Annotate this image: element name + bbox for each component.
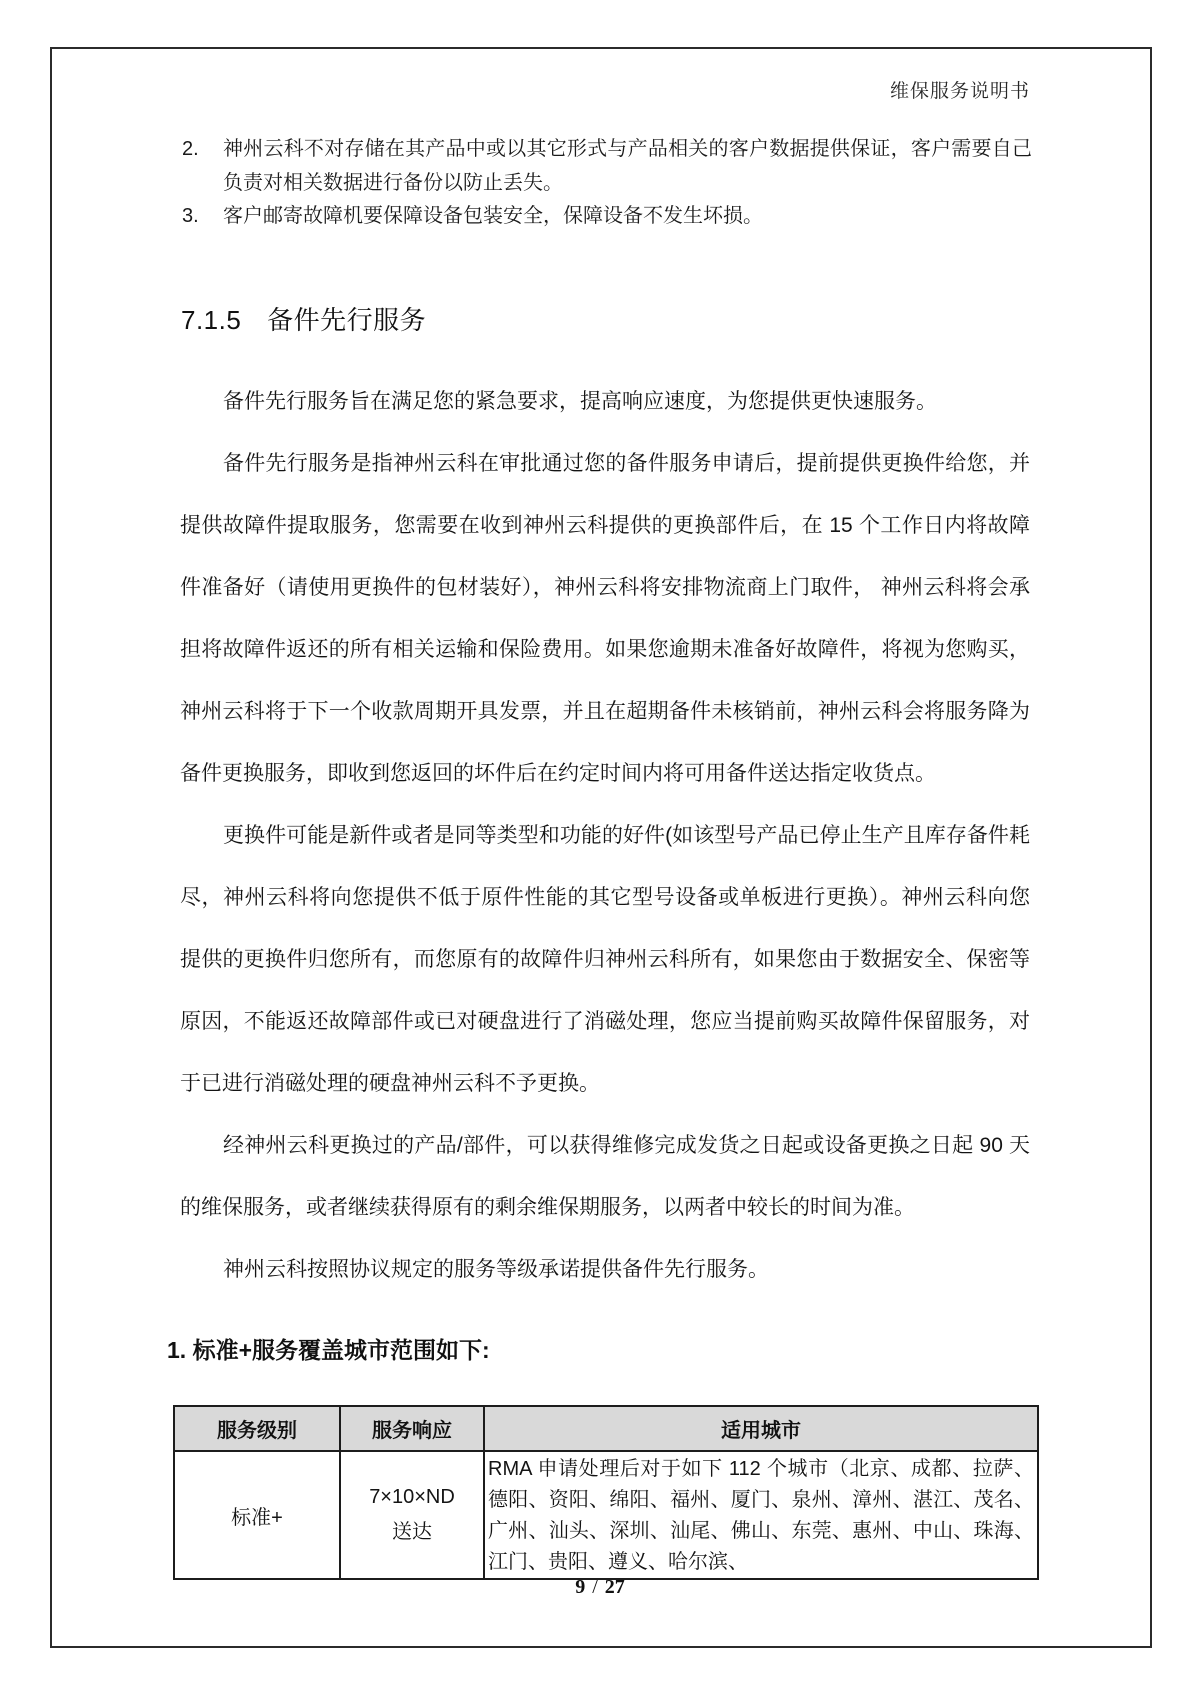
- footer-current-page: 9: [575, 1576, 586, 1598]
- service-response-line1: 7×10×ND: [369, 1486, 455, 1508]
- table-row-standard-plus: [174, 1451, 1038, 1579]
- body-text: [180, 371, 1030, 1301]
- paragraph-1: 备件先行服务旨在满足您的紧急要求，提高响应速度，为您提供更快速服务。: [223, 390, 937, 413]
- section-title: 备件先行服务: [267, 305, 427, 335]
- section-number: 7.1.5: [181, 305, 242, 335]
- cell-service-response: [340, 1451, 484, 1579]
- cell-applicable-cities: RMA 申请处理后对于如下 112 个城市（北京、成都、拉萨、德阳、资阳、绵阳、福州、厦门、泉州、漳州、湛江、茂名、广州、汕头、深圳、汕尾、佛山、东莞、惠州、中山、珠海、江门、贵阳、遵义、哈尔滨、: [484, 1451, 1038, 1579]
- service-response-line2: 送达: [392, 1521, 432, 1543]
- services-table: [173, 1405, 1039, 1580]
- numbered-list: [182, 133, 1032, 234]
- table-header-row: [174, 1406, 1038, 1451]
- list-item-3: [182, 200, 1032, 234]
- paragraph-2: 备件先行服务是指神州云科在审批通过您的备件服务申请后，提前提供更换件给您，并提供故障件提取服务，您需要在收到神州云科提供的更换部件后，在 15 个工作日内将故障件准备好（请使用更换件的包材装好），神州云科将安排物流商上门取件， 神州云科将会承担将故障件返还的所有相关运输和保险费用。如果您逾期未准备好故障件，将视为您购买，神州云科将于下一个收款周期开具发票，并且在超期备件未核销前，神州云科会将服务降为备件更换服务，即收到您返回的坏件后在约定时间内将可用备件送达指定收货点。: [180, 452, 1030, 785]
- paragraph-3: 更换件可能是新件或者是同等类型和功能的好件(如该型号产品已停止生产且库存备件耗尽，神州云科将向您提供不低于原件性能的其它型号设备或单板进行更换）。神州云科向您提供的更换件归您所有，而您原有的故障件归神州云科所有，如果您由于数据安全、保密等原因，不能返还故障部件或已对硬盘进行了消磁处理，您应当提前购买故障件保留服务，对于已进行消磁处理的硬盘神州云科不予更换。: [180, 824, 1030, 1095]
- col-header-service-level: 服务级别: [174, 1406, 340, 1451]
- page-header: [180, 76, 1030, 103]
- subheading-coverage-cities: 1. 标准+服务覆盖城市范围如下:: [167, 1337, 490, 1363]
- header-title: 维保服务说明书: [889, 81, 1030, 102]
- paragraph-4: 经神州云科更换过的产品/部件，可以获得维修完成发货之日起或设备更换之日起 90 天的维保服务，或者继续获得原有的剩余维保期服务，以两者中较长的时间为准。: [180, 1134, 1030, 1219]
- list-item-2: [182, 133, 1032, 200]
- list-item-text: 神州云科不对存储在其产品中或以其它形式与产品相关的客户数据提供保证，客户需要自己负责对相关数据进行备份以防止丢失。: [223, 138, 1032, 194]
- page-footer: [0, 1576, 1200, 1599]
- footer-total-pages: 27: [604, 1576, 625, 1598]
- cell-service-level: 标准+: [174, 1451, 340, 1579]
- col-header-service-response: 服务响应: [340, 1406, 484, 1451]
- list-item-number: 3.: [182, 205, 199, 227]
- col-header-applicable-cities: 适用城市: [484, 1406, 1038, 1451]
- list-item-text: 客户邮寄故障机要保障设备包装安全，保障设备不发生坏损。: [223, 205, 763, 227]
- section-heading: [181, 300, 426, 337]
- footer-separator: /: [592, 1576, 598, 1598]
- paragraph-5: 神州云科按照协议规定的服务等级承诺提供备件先行服务。: [223, 1258, 769, 1281]
- list-item-number: 2.: [182, 138, 199, 160]
